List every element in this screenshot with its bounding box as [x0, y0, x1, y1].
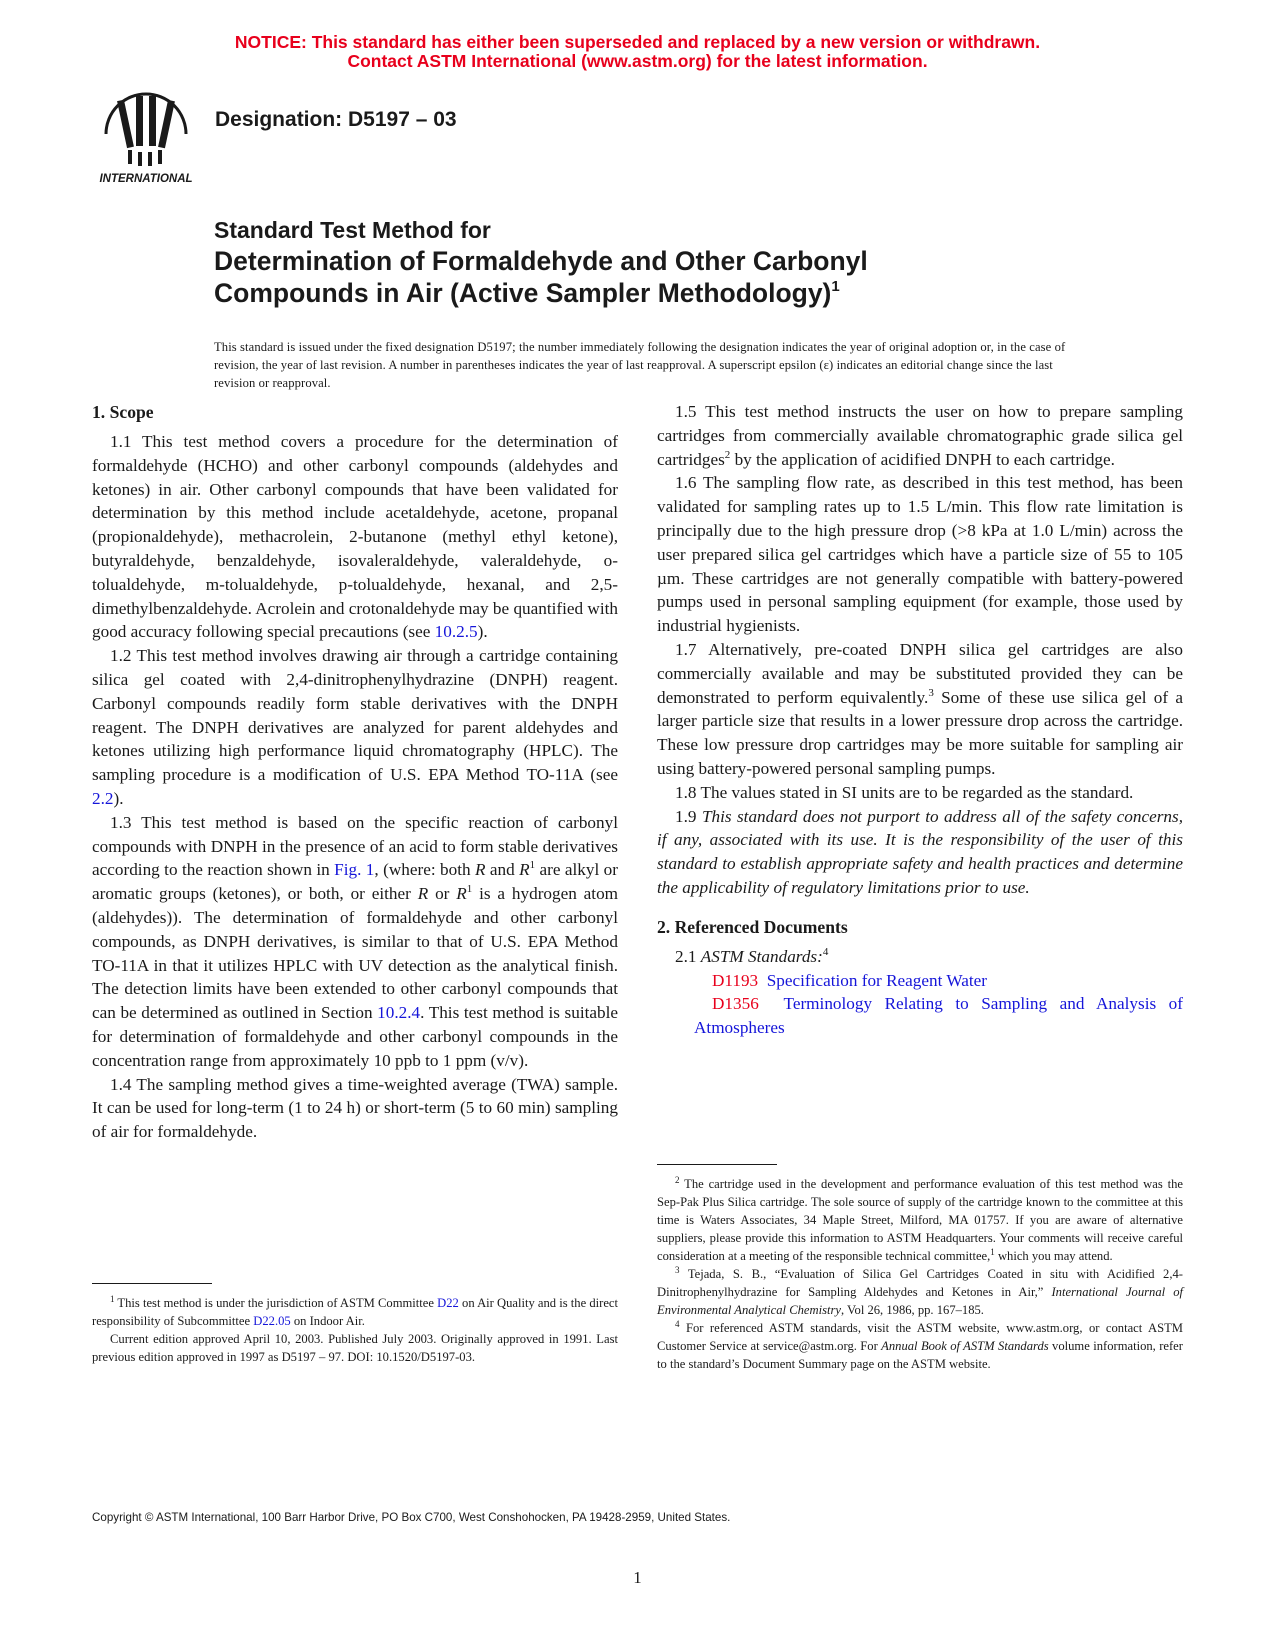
footnote-divider-left: [92, 1283, 212, 1284]
footnote-3: $^3$ Tejada, S. B., “Evaluation of Silica Gel Cartridges Coated in situ with Acidified 2,4-Dinitrophenylhydrazine for Sampling Aldehydes and Ketones in Air,” International Journal of Environmental Analytical Chemistry, Vol 26, 1986, pp. 167–185.: [657, 1265, 1183, 1317]
link-2-2[interactable]: 2.2: [92, 788, 114, 808]
footnote-ref-2[interactable]: 2: [724, 448, 731, 461]
title-line-3: Compounds in Air (Active Sampler Methodology): [214, 278, 832, 308]
section-2-heading: 2. Referenced Documents: [657, 916, 848, 937]
footnote-2: $^2$ The cartridge used in the development and performance evaluation of this test method was the Sep-Pak Plus Silica cartridge. The sole source of supply of the cartridge known to the committee at this time is Waters Associates, 34 Maple Street, Milford, MA 01757. If you are aware of alternative suppliers, please provide this information to ASTM Headquarters. Your comments will receive careful consideration at a meeting of the responsible technical committee,$^1$ which you may attend.: [657, 1175, 1184, 1263]
link-10-2-5[interactable]: 10.2.5: [434, 622, 478, 642]
paragraph-2-1: 2.1 ASTM Standards:$^4$: [675, 945, 829, 966]
notice-line-1: NOTICE: This standard has either been superseded and replaced by a new version or withdrawn.: [234, 32, 1041, 52]
footnotes-right: [657, 1175, 1183, 1373]
footnote-1: $^1$ This test method is under the jurisdiction of ASTM Committee D22 on Air Quality and is the direct responsibility of Subcommittee D22.05 on Indoor Air.: [92, 1294, 619, 1328]
title-line-1: Standard Test Method for: [214, 217, 491, 243]
paragraph-1-6: 1.6 The sampling flow rate, as described in this test method, has been validated for sampling rates up to 1.5 L/min. This flow rate limitation is principally due to the high pressure drop (>8 kPa at 1.0 L/min) across the user prepared silica gel cartridges which have a particle size of 55 to 105 µm. These cartridges are not generally compatible with battery-powered pumps used in personal sampling equipment (for example, those used by industrial hygienists.: [657, 473, 1183, 636]
footnote-divider-right: [657, 1164, 777, 1165]
withdrawal-notice: [0, 33, 1275, 71]
title-footnote-marker[interactable]: 1: [831, 278, 840, 295]
link-subcommittee-d22-05[interactable]: D22.05: [253, 1314, 291, 1328]
footnotes-left: [92, 1294, 618, 1366]
footnote-ref-3[interactable]: 3: [928, 686, 934, 699]
reference-code[interactable]: D1356: [712, 994, 759, 1014]
reference-item[interactable]: [657, 992, 1183, 1040]
paragraph-1-4: 1.4 The sampling method gives a time-weighted average (TWA) sample. It can be used for long-term (1 to 24 h) or short-term (5 to 60 min) sampling of air for formaldehyde.: [92, 1074, 618, 1142]
reference-title[interactable]: Specification for Reagent Water: [766, 970, 987, 990]
footnote-ref-4[interactable]: 4: [822, 945, 829, 958]
reference-item[interactable]: [657, 969, 1183, 993]
page-number: 1: [633, 1568, 642, 1587]
paragraph-1-8: 1.8 The values stated in SI units are to be regarded as the standard.: [675, 782, 1134, 802]
section-1-heading: 1. Scope: [92, 402, 154, 422]
logo-caption: INTERNATIONAL: [99, 173, 193, 185]
paragraph-1-2: 1.2 This test method involves drawing air through a cartridge containing silica gel coated with 2,4-dinitrophenylhydrazine (DNPH) reagent. Carbonyl compounds readily form stable derivatives with the DNPH reagent. The DNPH derivatives are analyzed for parent aldehydes and ketones utilizing high performance liquid chromatography (HPLC). The sampling procedure is a modification of U.S. EPA Method TO-11A (see 2.2).: [92, 646, 618, 808]
link-committee-d22[interactable]: D22: [437, 1296, 459, 1310]
footnote-4: $^4$ For referenced ASTM standards, visit the ASTM website, www.astm.org, or contact ASTM Customer Service at service@astm.org. For Annual Book of ASTM Standards volume information, refer to the standard’s Document Summary page on the ASTM website.: [657, 1319, 1184, 1371]
notice-line-2: Contact ASTM International (www.astm.org) for the latest information.: [347, 51, 928, 71]
left-column: [92, 400, 618, 1144]
document-title: [214, 215, 1174, 309]
paragraph-1-7: 1.7 Alternatively, pre-coated DNPH silica gel cartridges are also commercially available and may be substituted provided they can be demonstrated to perform equivalently.$^3$ Some of these use silica gel of a larger particle size that results in a lower pressure drop across the cartridge. These low pressure drop cartridges may be more suitable for sampling air using battery-powered personal sampling pumps.: [657, 639, 1184, 778]
copyright-notice: Copyright © ASTM International, 100 Barr Harbor Drive, PO Box C700, West Conshohocken, PA 19428-2959, United States.: [92, 1511, 731, 1524]
astm-international-logo-icon: [92, 88, 200, 188]
paragraph-1-9: 1.9 This standard does not purport to address all of the safety concerns, if any, associated with its use. It is the responsibility of the user of this standard to establish appropriate safety and health practices and determine the applicability of regulatory limitations prior to use.: [657, 806, 1184, 897]
reference-code[interactable]: D1193: [712, 970, 759, 990]
reference-title[interactable]: Terminology Relating to Sampling and Analysis of Atmospheres: [694, 994, 1183, 1038]
footnote-1-edition: Current edition approved April 10, 2003. Published July 2003. Originally approved in 1991. Last previous edition approved in 1997 as D5197 – 97. DOI: 10.1520/D5197-03.: [92, 1332, 618, 1364]
link-10-2-4[interactable]: 10.2.4: [377, 1003, 421, 1023]
issued-note: This standard is issued under the fixed designation D5197; the number immediately following the designation indicates the year of original adoption or, in the case of revision, the year of last revision. A number in parentheses indicates the year of last reapproval. A superscript epsilon (ε) indicates an editorial change since the last revision or reapproval.: [214, 340, 1066, 390]
right-column: [657, 400, 1183, 1040]
paragraph-1-1: 1.1 This test method covers a procedure for the determination of formaldehyde (HCHO) and other carbonyl compounds (aldehydes and ketones) in air. Other carbonyl compounds that have been validated for determination by this method include acetaldehyde, acetone, propanal (propionaldehyde), methacrolein, 2-butanone (methyl ethyl ketone), butyraldehyde, benzaldehyde, isovaleraldehyde, valeraldehyde, o-tolualdehyde, m-tolualdehyde, p-tolualdehyde, hexanal, and 2,5-dimethylbenzaldehyde. Acrolein and crotonaldehyde may be quantified with good accuracy following special precautions (see 10.2.5).: [92, 432, 618, 642]
paragraph-1-5: 1.5 This test method instructs the user on how to prepare sampling cartridges from commercially available chromatographic grade silica gel cartridges$^2$ by the application of acidified DNPH to each cartridge.: [657, 402, 1183, 469]
paragraph-1-3: 1.3 This test method is based on the specific reaction of carbonyl compounds with DNPH in the presence of an acid to form stable derivatives according to the reaction shown in Fig. 1, (where: both R and R$^1$ are alkyl or aromatic groups (ketones), or both, or either R or R$^1$ is a hydrogen atom (aldehydes)). The determination of formaldehyde and other carbonyl compounds, as DNPH derivatives, is similar to that of U.S. EPA Method TO-11A in that it utilizes HPLC with UV detection as the analytical finish. The detection limits have been extended to other carbonyl compounds that can be determined as outlined in Section 10.2.4. This test method is suitable for determination of formaldehyde and other carbonyl compounds in the concentration range from approximately 10 ppb to 1 ppm (v/v).: [92, 812, 619, 1070]
designation: Designation: D5197 – 03: [215, 108, 457, 131]
title-line-2: Determination of Formaldehyde and Other Carbonyl: [214, 246, 868, 276]
link-fig-1[interactable]: Fig. 1: [334, 860, 375, 880]
